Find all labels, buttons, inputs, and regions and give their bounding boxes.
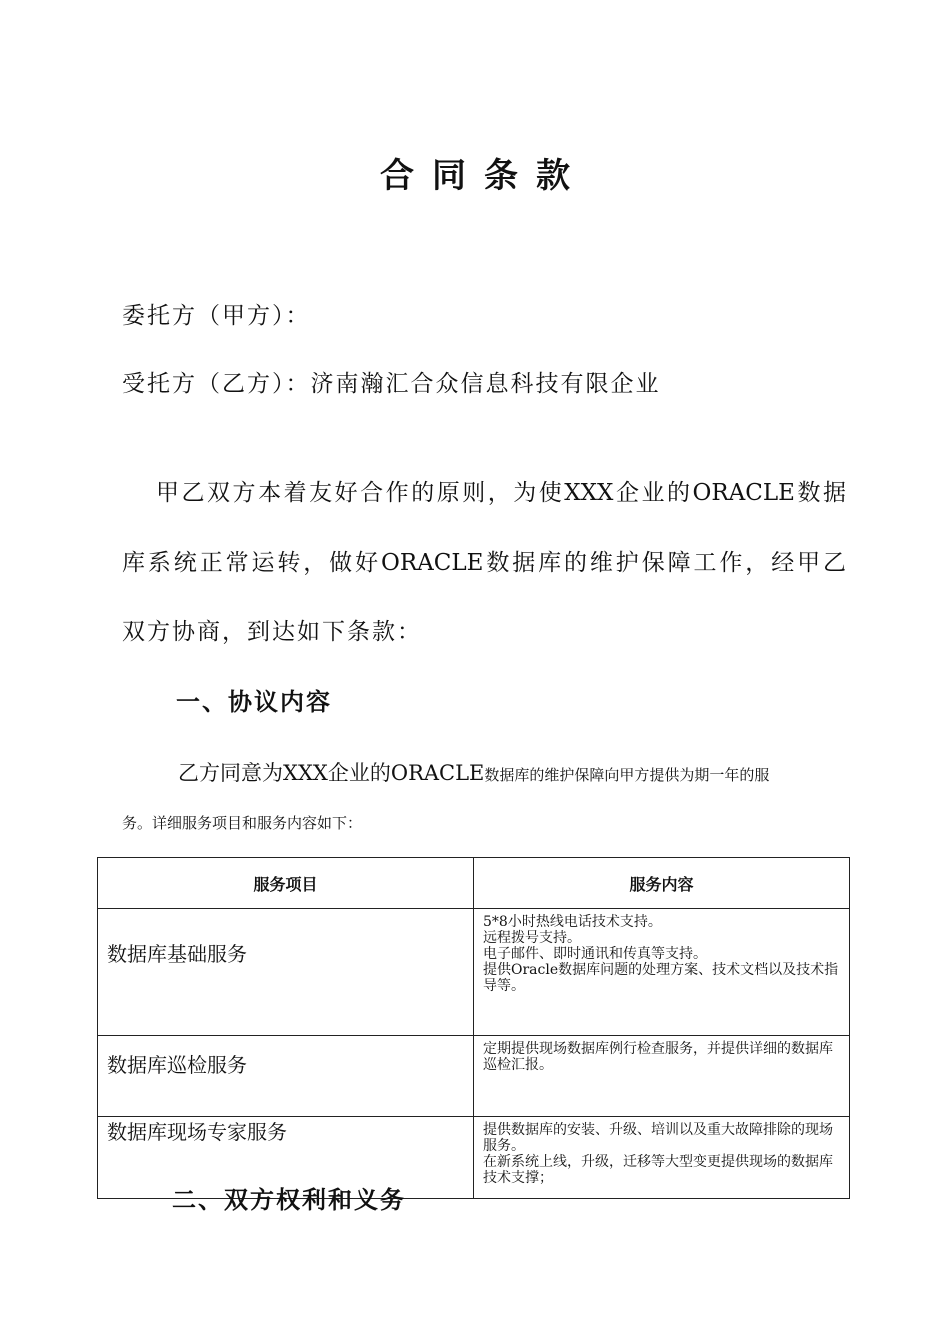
service-item-cell: 数据库基础服务 [98,909,474,1036]
party-b-line: 受托方（乙方）：济南瀚汇合众信息科技有限企业 [122,371,661,397]
table-header-row [98,858,850,909]
intro-paragraph-line: 双方协商，到达如下条款： [122,619,422,645]
section-heading-rights-obligations: 二、双方权利和义务 [172,1185,406,1214]
content-line: 电子邮件、即时通讯和传真等支持。 [483,946,707,962]
content-line: 提供Oracle数据库问题的处理方案、技术文档以及技术指导等。 [483,962,839,994]
content-line: 远程拨号支持。 [483,930,581,946]
party-a-line: 委托方（甲方）： [122,303,311,329]
service-item-cell: 数据库现场专家服务 [98,1117,474,1199]
service-content-cell [474,1117,850,1199]
content-line: 5*8小时热线电话技术支持。 [483,914,662,930]
table-row [98,1036,850,1117]
table-row [98,909,850,1036]
section-heading-agreement: 一、协议内容 [176,687,332,716]
service-content-cell [474,909,850,1036]
intro-paragraph-line: 库系统正常运转，做好ORACLE数据库的维护保障工作，经甲乙 [122,550,846,576]
intro-paragraph-line: 甲乙双方本着友好合作的原则，为使XXX企业的ORACLE数据 [156,480,846,506]
content-line: 在新系统上线，升级，迁移等大型变更提供现场的数据库技术支撑； [483,1154,833,1186]
content-line: 提供数据库的安装、升级、培训以及重大故障排除的现场服务。 [483,1122,833,1154]
body-text-small: 数据库的维护保障向甲方提供为期一年的服 [484,766,770,784]
services-table [97,857,850,1199]
header-service-content: 服务内容 [474,858,850,909]
service-content-cell [474,1036,850,1117]
header-service-item: 服务项目 [98,858,474,909]
service-item-cell: 数据库巡检服务 [98,1036,474,1117]
body-text-large: 乙方同意为XXX企业的ORACLE [178,761,485,785]
section-1-body-line: 务。详细服务项目和服务内容如下： [122,814,363,832]
section-1-body-line [122,756,846,792]
document-title: 合同条款 [380,156,588,196]
content-line: 定期提供现场数据库例行检查服务，并提供详细的数据库巡检汇报。 [483,1041,833,1073]
